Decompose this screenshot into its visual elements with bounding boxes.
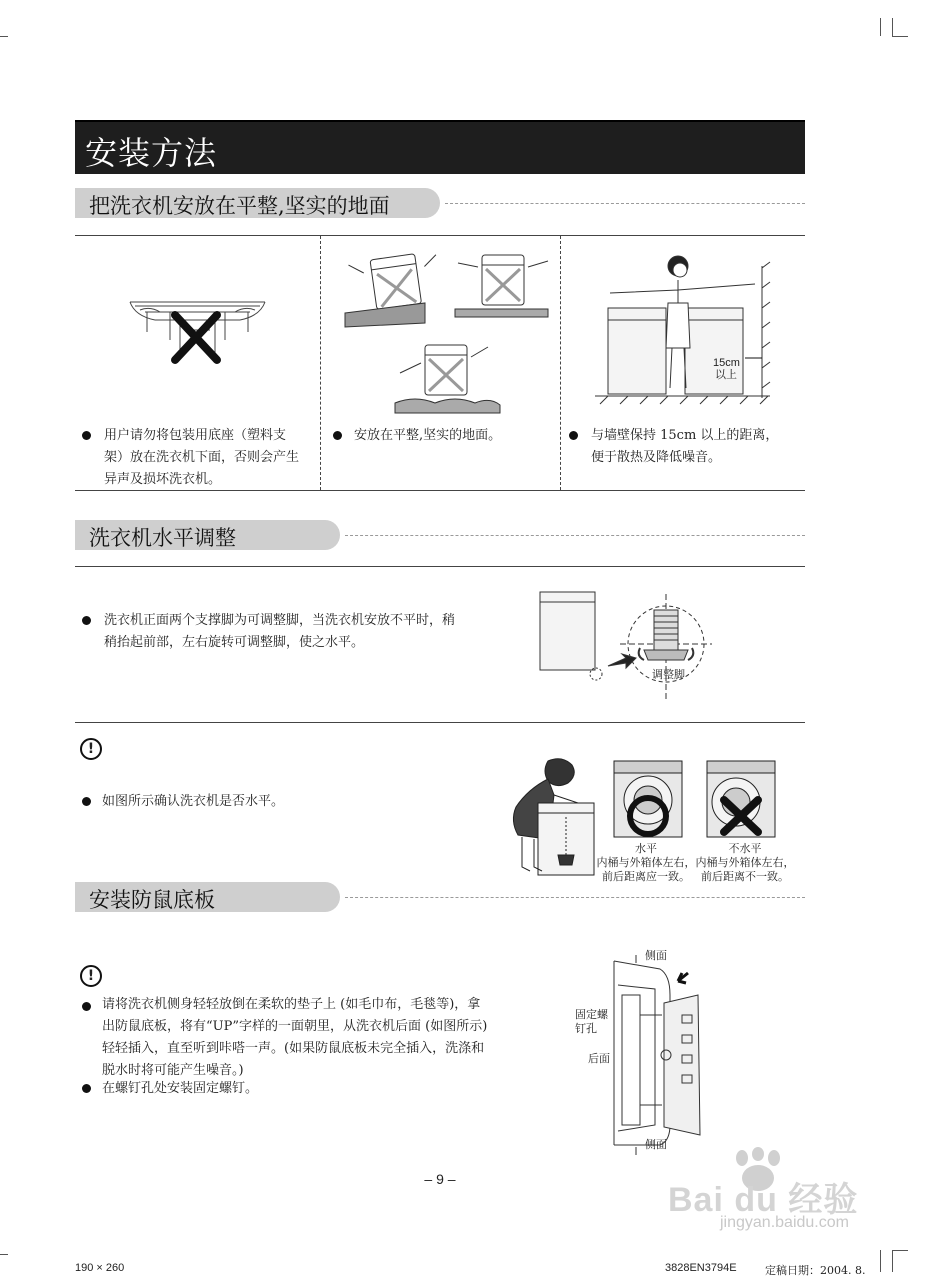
col2-text: 安放在平整,坚实的地面。 bbox=[354, 428, 502, 443]
crop-mark bbox=[892, 36, 908, 37]
footer-size: 190 × 260 bbox=[75, 1262, 125, 1274]
section-rule bbox=[75, 722, 805, 723]
section-title: 洗衣机水平调整 bbox=[89, 526, 236, 550]
label-side-top: 侧面 bbox=[645, 949, 667, 962]
page-number: – 9 – bbox=[424, 1171, 456, 1187]
crop-mark bbox=[892, 1250, 893, 1272]
leveling-text: 洗衣机正面两个支撑脚为可调整脚，当洗衣机安放不平时，稍 稍抬起前部，左右旋转可调整脚，使之水平。 bbox=[104, 613, 456, 650]
foot-label: 调整脚 bbox=[652, 668, 685, 681]
bullet-icon bbox=[82, 431, 91, 440]
level-ok-illustration bbox=[613, 760, 683, 840]
section-title: 安装防鼠底板 bbox=[89, 888, 215, 912]
section-rule bbox=[75, 566, 805, 567]
footer-date: 定稿日期：2004. 8. bbox=[765, 1264, 866, 1277]
section-header-flat-floor bbox=[75, 188, 440, 218]
column-divider bbox=[320, 236, 321, 490]
rat-board-illustration bbox=[600, 955, 720, 1155]
level-bad-caption: 不水平 内桶与外箱体左右， 前后距离不一致。 bbox=[695, 842, 795, 883]
wall-distance-illustration bbox=[590, 248, 780, 408]
page-title: 安装方法 bbox=[85, 134, 218, 172]
check-level-text: 如图所示确认洗衣机是否水平。 bbox=[102, 794, 285, 809]
bullet-icon bbox=[569, 431, 578, 440]
section-rule bbox=[75, 235, 805, 236]
watermark-logo: Bai du 经验 bbox=[668, 1181, 859, 1219]
col1-text: 用户请勿将包装用底座（塑料支 架）放在洗衣机下面，否则会产生 异声及损坏洗衣机。 bbox=[104, 428, 300, 487]
rat-board-step-2: 在螺钉孔处安装固定螺钉。 bbox=[102, 1081, 259, 1096]
rat-board-step-1: 请将洗衣机侧身轻轻放倒在柔软的垫子上 (如毛巾布，毛毯等)，拿 出防鼠底板，将有“UP”字样的一面朝里，从洗衣机后面 (如图所示) 轻轻插入，直至听到咔嗒一声。(如果防鼠底板未完全插入，洗涤和 脱水时将可能产生噪音。) bbox=[102, 997, 488, 1078]
section-header-rat-board bbox=[75, 882, 340, 912]
crop-mark bbox=[0, 36, 8, 37]
section-title: 把洗衣机安放在平整,坚实的地面 bbox=[89, 194, 390, 218]
footer-code: 3828EN3794E bbox=[665, 1262, 737, 1274]
warning-icon: ! bbox=[80, 738, 102, 760]
uneven-floor-illustration bbox=[340, 245, 550, 420]
level-bad-illustration bbox=[706, 760, 776, 840]
label-side-bottom: 侧面 bbox=[645, 1138, 667, 1151]
bullet-icon bbox=[82, 1002, 91, 1011]
adjustable-foot-illustration bbox=[538, 588, 718, 703]
label-screw-hole: 固定螺 钉孔 bbox=[575, 1008, 608, 1035]
distance-label: 15cm bbox=[713, 357, 740, 369]
page-title-bar bbox=[75, 120, 805, 174]
check-level-person-illustration bbox=[508, 755, 600, 877]
section-dash-line bbox=[445, 203, 805, 204]
bullet-icon bbox=[82, 616, 91, 625]
bullet-icon bbox=[82, 1084, 91, 1093]
pallet-prohibited-illustration bbox=[125, 290, 275, 370]
crop-mark bbox=[892, 1250, 908, 1251]
watermark-url: jingyan.baidu.com bbox=[720, 1214, 849, 1231]
section-dash-line bbox=[345, 535, 805, 536]
crop-mark bbox=[880, 1250, 881, 1272]
column-divider bbox=[560, 236, 561, 490]
section-dash-line bbox=[345, 897, 805, 898]
col3-text: 与墙壁保持 15cm 以上的距离， 便于散热及降低噪音。 bbox=[591, 428, 779, 465]
crop-mark bbox=[880, 18, 881, 36]
bullet-icon bbox=[82, 797, 91, 806]
level-ok-caption: 水平 内桶与外箱体左右， 前后距离应一致。 bbox=[596, 842, 696, 883]
warning-icon: ! bbox=[80, 965, 102, 987]
distance-label: 以上 bbox=[715, 368, 737, 381]
crop-mark bbox=[892, 18, 893, 36]
bullet-icon bbox=[333, 431, 342, 440]
label-back: 后面 bbox=[588, 1052, 610, 1065]
crop-mark bbox=[0, 1254, 8, 1255]
section-header-leveling bbox=[75, 520, 340, 550]
